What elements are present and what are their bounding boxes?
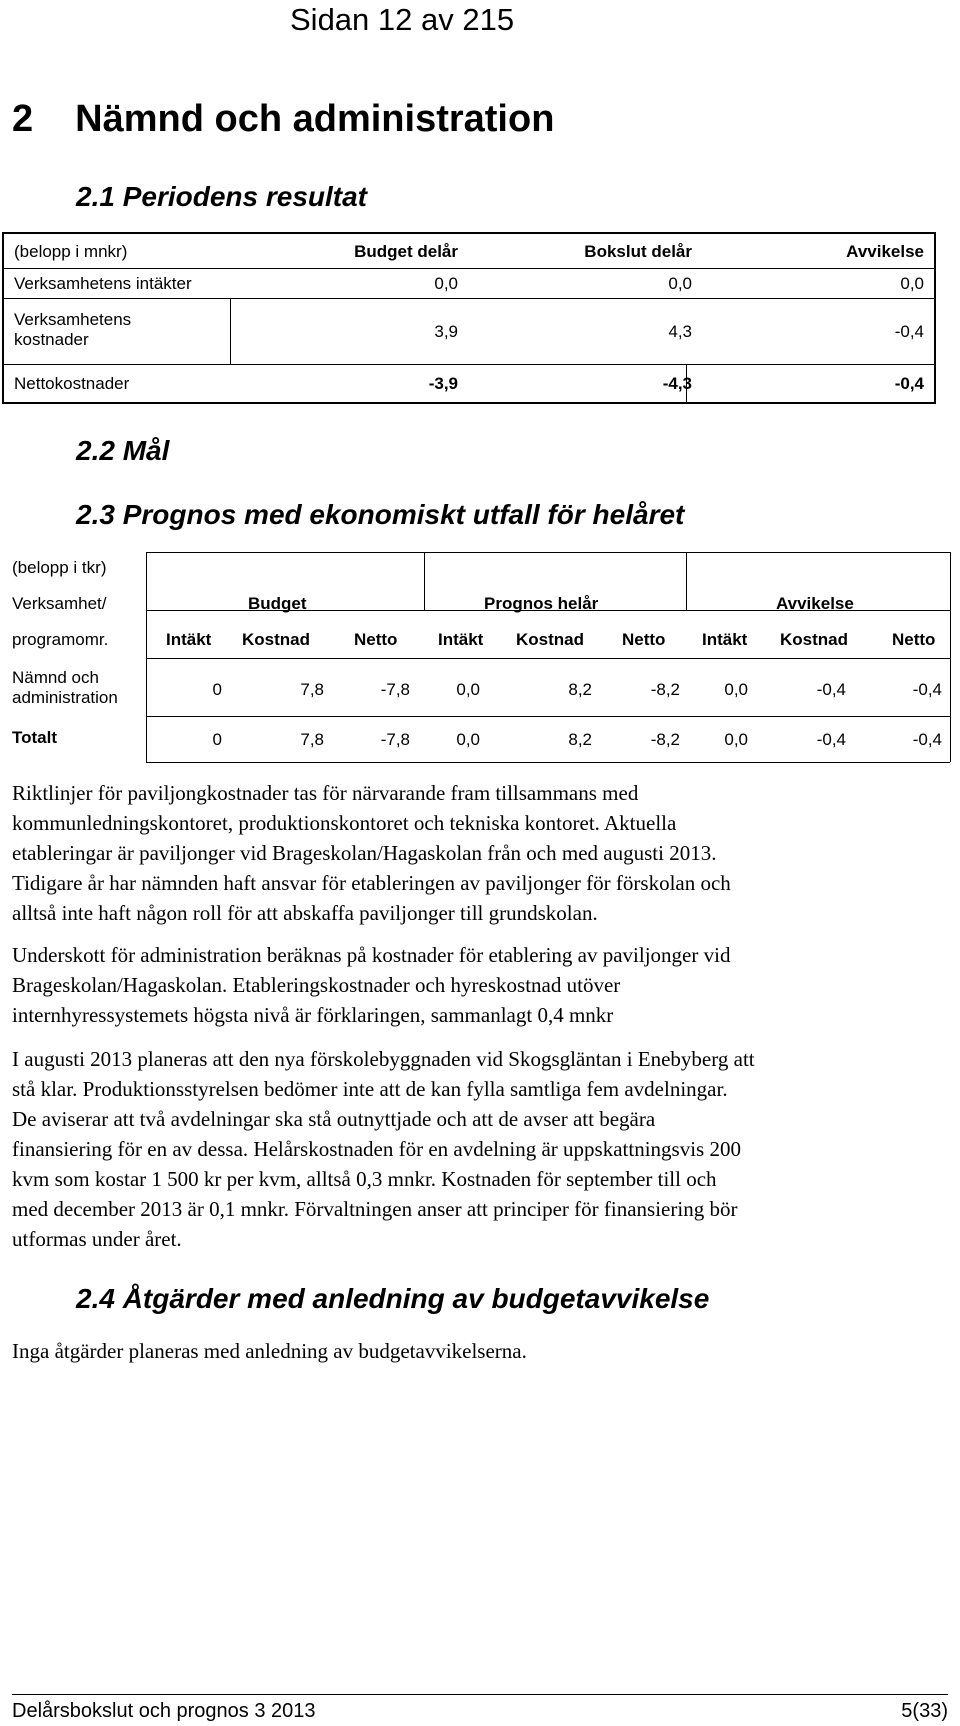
page-title (12, 96, 554, 142)
table1-header-unit: (belopp i mnkr) (14, 242, 128, 261)
forecast-table (2, 548, 952, 768)
table2-cell: -0,4 (816, 680, 846, 699)
table2-cell: -7,8 (380, 680, 410, 699)
table2-row-header: programomr. (12, 630, 109, 649)
footer-page-number: 5(33) (901, 1700, 948, 1722)
table2-subheader: Intäkt (166, 630, 212, 649)
table1-cell: 4,3 (668, 322, 692, 341)
table2-subheader: Netto (622, 630, 666, 649)
table2-cell: 7,8 (300, 680, 324, 699)
table1-cell: 0,0 (900, 274, 924, 293)
table1-row-label: Verksamhetens intäkter (14, 274, 192, 293)
table2-row-header: Verksamhet/ (12, 594, 107, 613)
table2-cell: -0,4 (816, 730, 846, 749)
heading-number: 2 (12, 98, 34, 140)
table2-subheader: Netto (892, 630, 936, 649)
table2-group-avvikelse: Avvikelse (776, 594, 854, 613)
table2-subheader: Intäkt (702, 630, 748, 649)
section-heading-2-4: 2.4 Åtgärder med anledning av budgetavvikelse (76, 1283, 710, 1314)
table2-cell: 0 (212, 730, 222, 749)
paragraph-2: Underskott för administration beräknas på kostnader för etablering av paviljonger vid Brageskolan/Hagaskolan. Etableringskostnader och hyreskostnad utöver internhyressystemets högsta nivå är förklaringen, sammanlagt 0,4 mnkr (12, 943, 731, 1027)
table1-row-label: Nettokostnader (14, 374, 130, 393)
table2-cell: -0,4 (912, 730, 942, 749)
table1-cell: -0,4 (894, 322, 924, 341)
page-label: Sidan 12 av 215 (290, 2, 515, 37)
results-table (2, 232, 936, 404)
table2-subheader: Kostnad (780, 630, 848, 649)
table2-group-budget: Budget (248, 594, 307, 613)
table1-cell: -4,3 (662, 374, 692, 393)
table2-cell: 0 (212, 680, 222, 699)
heading-title: Nämnd och administration (75, 98, 555, 140)
table2-subheader: Kostnad (516, 630, 584, 649)
table1-header-budget: Budget delår (354, 242, 458, 261)
table2-subheader: Netto (354, 630, 398, 649)
paragraph-1: Riktlinjer för paviljongkostnader tas för närvarande fram tillsammans med kommunledningskontoret, produktionskontoret och tekniska kontoret. Aktuella etableringar är paviljonger vid Brageskolan/Hagaskolan från och med augusti 2013. Tidigare år har nämnden haft ansvar för etableringen av paviljonger för förskolan och alltså inte haft någon roll för att abskaffa paviljonger till grundskolan. (12, 781, 731, 925)
table2-cell: 0,0 (456, 680, 480, 699)
table2-cell: 0,0 (724, 730, 748, 749)
table1-cell: 0,0 (434, 274, 458, 293)
table2-row-label: Totalt (12, 728, 58, 747)
table2-cell: 0,0 (456, 730, 480, 749)
section-heading-2-1: 2.1 Periodens resultat (76, 181, 368, 212)
section-heading-2-2: 2.2 Mål (76, 435, 170, 466)
table2-cell: -8,2 (650, 680, 680, 699)
table2-cell: -8,2 (650, 730, 680, 749)
section-heading-2-3: 2.3 Prognos med ekonomiskt utfall för helåret (76, 499, 685, 530)
table1-header-bokslut: Bokslut delår (584, 242, 692, 261)
table2-cell: 7,8 (300, 730, 324, 749)
footer-divider (12, 1694, 948, 1695)
table2-cell: 8,2 (568, 680, 592, 699)
table2-unit: (belopp i tkr) (12, 558, 107, 577)
table2-group-prognos: Prognos helår (484, 594, 599, 613)
table1-cell: -0,4 (894, 374, 924, 393)
table1-header-avvikelse: Avvikelse (846, 242, 924, 261)
table2-subheader: Intäkt (438, 630, 484, 649)
table2-subheader: Kostnad (242, 630, 310, 649)
table2-cell: -0,4 (912, 680, 942, 699)
paragraph-4: Inga åtgärder planeras med anledning av budgetavvikelserna. (12, 1339, 527, 1363)
table2-row-label: Nämnd och administration (12, 668, 118, 707)
table1-cell: 3,9 (434, 322, 458, 341)
footer-title: Delårsbokslut och prognos 3 2013 (12, 1700, 316, 1722)
paragraph-3: I augusti 2013 planeras att den nya förskolebyggnaden vid Skogsgläntan i Enebyberg att stå klar. Produktionsstyrelsen bedömer inte att de kan fylla samtliga fem avdelningar. De aviserar att två avdelningar ska stå outnyttjade och att de avser att begära finansiering för en av dessa. Helårskostnaden för en avdelning är uppskattningsvis 200 kvm som kostar 1 500 kr per kvm, alltså 0,3 mnkr. Kostnaden för september till och med december 2013 är 0,1 mnkr. Förvaltningen anser att principer för finansiering bör utformas under året. (12, 1047, 755, 1251)
table2-cell: 0,0 (724, 680, 748, 699)
table2-cell: 8,2 (568, 730, 592, 749)
table1-cell: -3,9 (428, 374, 458, 393)
table2-cell: -7,8 (380, 730, 410, 749)
table1-row-label: Verksamhetens kostnader (14, 310, 132, 349)
table1-cell: 0,0 (668, 274, 692, 293)
